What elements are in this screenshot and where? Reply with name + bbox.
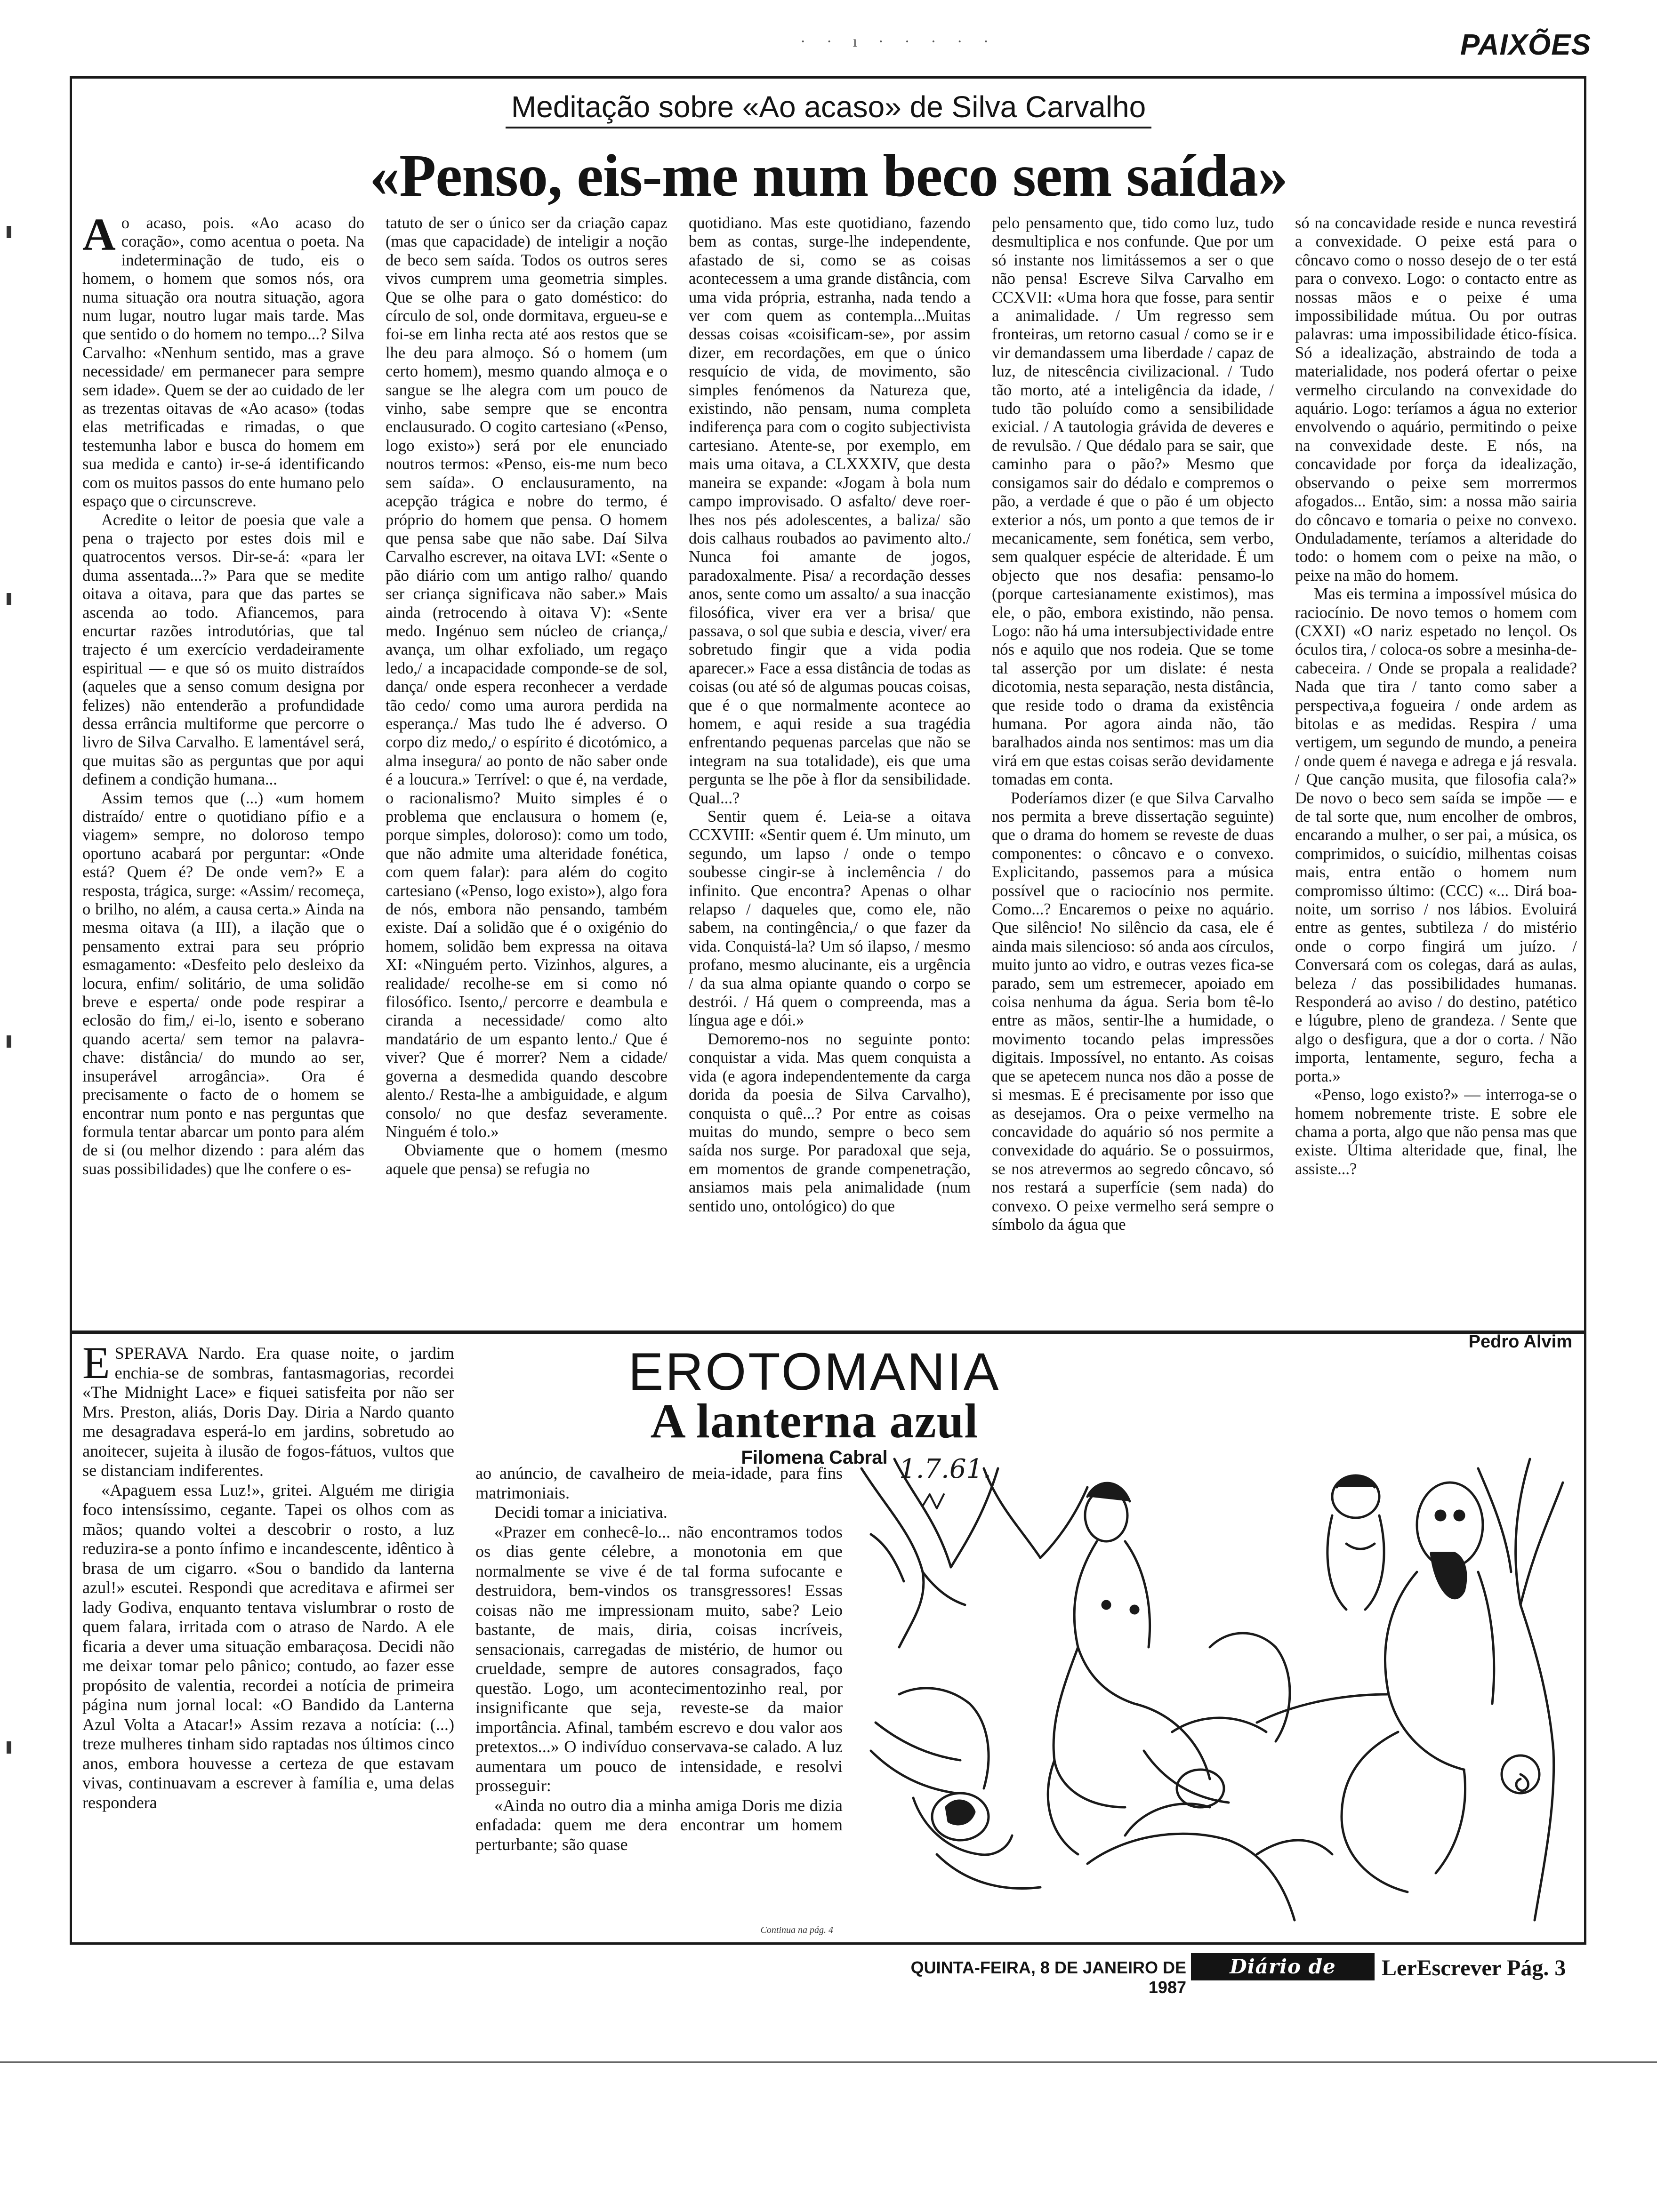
paragraph: Mas eis termina a impossível música do raciocínio. De novo temos o homem com (CXXI) «O nariz espetado no lençol. Os óculos tira, / coloca-os sobre a mesinha-de-cabeceira. / Onde se propala a realidade? Nada que tira / tanto como saber a perspectiva,a fogueira / onde ardem as bitolas e as medidas. Respira / uma vertigem, um segundo de mundo, a peneira / onde quem é navega e adrega e já resvala. / Que canção musita, que filosofia cala?» De novo o beco sem saída se impõe — e de tal sorte que, num encolher de ombros, encarando a mulher, o ser pai, a música, os comprimidos, o suicídio, milhentas coisas mais, entra então o homem num compromisso último: (CCC) «... Dirá boa-noite, um sorriso / nos lábios. Evoluirá entre as gentes, subtileza / do mistério onde o corpo fingirá um juízo. / Conversará com os colegas, dará as aulas, beleza / das possibilidades humanas. Responderá ao aviso / do destino, patético e lúgubre, pleno de grandeza. / Sente que algo o desfigura, que a dor o corta. / Não importa, lentamente, seguro, fecha a porta.» (1295, 585, 1577, 1085)
erotomania-subtitle: A lanterna azul (650, 1394, 979, 1448)
paragraph: «Ainda no outro dia a minha amiga Doris me dizia enfadada: quem me dera encontrar um homem perturbante; são quase (475, 1795, 843, 1854)
footer-date: QUINTA-FEIRA, 8 DE JANEIRO DE 1987 (910, 1958, 1186, 1997)
article-body (82, 214, 1577, 1306)
header-marks: · · ı · · · · · (800, 33, 997, 50)
paragraph: «Apaguem essa Luz!», gritei. Alguém me dirigia foco intensíssimo, cegante. Tapei os olhos com as mãos; quando voltei a descobrir o rosto, a luz reduzira-se a ponto ínfimo e incandescente, idêntico à brasa de um cigarro. «Sou o bandido da lanterna azul!» escutei. Respondi que acreditava e afirmei ser lady Godiva, enquanto tentava vislumbrar o rosto de quem falara, irritada com o atraso de Nardo. A ele ficaria a dever uma situação embaraçosa. Decidi não me deixar tomar pelo pânico; contudo, ao fazer esse propósito de valentia, recordei a notícia de primeira página num jornal local: «O Bandido da Lanterna Azul Volta a Atacar!» Assim rezava a notícia: (...) treze mulheres tinham sido raptadas nos últimos cinco anos, embora houvesse a certeza de que estavam vivas, continuavam a escrever à família e, uma delas respondera (82, 1480, 454, 1812)
erotomania-author: Filomena Cabral (741, 1447, 888, 1468)
paragraph: Acredite o leitor de poesia que vale a pena o trajecto por estes dois mil e quatrocentos versos. Dir-se-á: «para ler duma assentada...?» Para que se medite oitava a oitava, para que das partes se ascenda ao todo. Afiancemos, para encurtar razões introdutórias, que tal trajecto é um exercício verdadeiramente espiritual — e que só os muito distraídos (aqueles que a senso comum designa por felizes) não entenderão a profundidade dessa errância multiforme que percorre o livro de Silva Carvalho. E lamentável será, que muitas são as perguntas que por aqui definem a condição humana... (82, 511, 364, 789)
line-drawing-illustration (843, 1450, 1577, 1944)
paragraph: o acaso, pois. «Ao acaso do coração», como acentua o poeta. Na indeterminação de tudo, eis o homem, o homem que somos nós, ora numa situação ora noutra situação, agora num lugar, noutro lugar mais tarde. Mas que sentido o do homem no tempo...? Silva Carvalho: «Nenhum sentido, mas a grave necessidade/ em permanecer para sempre sem idade». Quem se der ao cuidado de ler as trezentas oitavas de «Ao acaso» (todas elas metrificadas e rimadas, o que testemunha labor e busca do homem em sua medida e canto) ir-se-á identificando com os muitos passos do ente humano pelo espaço que o circunscreve. (82, 214, 364, 511)
paragraph: Obviamente que o homem (mesmo aquele que pensa) se refugia no (386, 1141, 668, 1178)
paragraph: Poderíamos dizer (e que Silva Carvalho nos permita a breve dissertação seguinte) que o drama do homem se reveste de duas componentes: o côncavo e o convexo. Explicitando, passemos para a música possível que o raciocínio nos permite. Como...? Encaremos o peixe no aquário. Que silêncio! No silêncio da casa, ele é ainda mais silencioso: só anda aos círculos, muito junto ao vidro, e outras vezes fica-se parado, sem um estremecer, apoiado em coisa nenhuma da água. Seria bom tê-lo entre as mãos, sentir-lhe a humidade, o movimento tocando pelas impressões digitais. Impossível, no entanto. As coisas que se apetecem nunca nos dão a posse de si mesmas. E é precisamente por isso que as desejamos. Ora o peixe vermelho na concavidade do aquário só nos permite a convexidade do aquário. Se o possuirmos, se nos atrevermos ao segredo côncavo, só nos restará a superfície (sem nada) do convexo. O peixe vermelho será sempre o símbolo da água que (992, 789, 1274, 1234)
paragraph: Decidi tomar a iniciativa. (494, 1503, 668, 1522)
paragraph: ao anúncio, de cavalheiro de meia-idade, para fins matrimoniais. (475, 1464, 843, 1502)
paragraph: «Prazer em conhecê-lo... não encontramos todos os dias gente célebre, a monotonia em que normalmente se vive é de tal forma sufocante e destruidora, bem-vindos os transgressores! Essas coisas não me impressionam muito, sabe? Leio bastante, de mais, diria, coisas incríveis, sensacionais, carregadas de mistério, de humor ou crueldade, sempre de autores consagrados, faço questão. Logo, um acontecimentozinho real, por insignificante que seja, reveste-se da maior importância. Afinal, também escrevo e dou valor aos pretextos...» O indivíduo conservava-se calado. A luz aumentara um pouco de intensidade, e resolvi prosseguir: (475, 1522, 843, 1795)
paragraph: só na concavidade reside e nunca revestirá a convexidade. O peixe está para o côncavo como o nosso desejo de o ter está para o convexo. Logo: o contacto entre as nossas mãos e o peixe é uma impossibilidade mútua. Ou por outras palavras: uma impossibilidade ético-física. Só a idealização, abstraindo de toda a materialidade, nos poderá ofertar o peixe vermelho circulando na convexidade do aquário. Logo: teríamos a água no exterior envolvendo o aquário, permitindo o peixe na convexidade deste. E nós, na concavidade por força da idealização, observando o peixe sem morrermos afogados... Então, sim: a nossa mão sairia do côncavo e tomaria o peixe no convexo. Onduladamente, teríamos a alteridade do todo: o homem com o peixe na mão, o peixe na mão do homem. (1295, 214, 1577, 585)
newspaper-masthead: Diário de Lisboa (1191, 1953, 1375, 1980)
paragraph: Assim temos que (...) «um homem distraído/ entre o quotidiano pífio e a viagem» sempre, no doloroso tempo oportuno acabará por perguntar: «Onde está? Quem é? De onde vem?» E a resposta, trágica, surge: «Assim/ recomeça, o brilho, no além, a causa certa.» Ainda na mesma oitava (a III), a ilação que o pensamento extrai para seu próprio esmagamento: «Desfeito pelo desleixo da locura, enfim/ solitário, de uma solidão breve e esperta/ onde pode respirar a eclosão do fim,/ ei-lo, isento e soberano quando acerta/ sem temor na palavra-chave: distância/ do mundo ao ser, insuperável arrogância». Ora é precisamente o facto de o homem se encontrar num ponto e nas perguntas que formula tentar abarcar um ponto para além de si (ou melhor dizendo : para além das suas possibilidades) que lhe confere o es- (82, 789, 364, 1178)
article-kicker: Meditação sobre «Ao acaso» de Silva Carvalho (80, 89, 1577, 124)
article-column-5 (1295, 214, 1577, 1306)
margin-mark (7, 593, 11, 605)
article-author: Pedro Alvim (1468, 1332, 1572, 1352)
margin-mark (7, 226, 11, 238)
margin-mark (7, 1035, 11, 1048)
article-column-4 (992, 214, 1274, 1306)
drop-cap: A (82, 214, 116, 260)
erotomania-title: EROTOMANIA (628, 1342, 1001, 1401)
paragraph: quotidiano. Mas este quotidiano, fazendo bem as contas, surge-lhe independente, afastado de si, como se as coisas acontecessem a uma grande distância, com uma vida própria, estranha, nada tendo a ver com quem as contempla...Muitas dessas coisas «coisificam-se», por assim dizer, em recordações, em que o único resquício de vida, de movimento, são simples fenómenos da Natureza que, existindo, não pensam, numa completa indiferença para com o cogito subjectivista cartesiano. Atente-se, por exemplo, em mais uma oitava, a CLXXXIV, que desta maneira se expande: «Jogam à bola num campo improvisado. O asfalto/ deve roer-lhes nos pés adolescentes, a baliza/ são dois calhaus roubados ao pavimento alto./ Nunca foi amante de jogos, paradoxalmente. Pisa/ a recordação desses anos, sente como um assalto/ a sua inacção filosófica, viver era ver a brisa/ que passava, o sol que subia e descia, viver/ era sobretudo fingir que a vida podia aparecer.» Face a essa distância de todas as coisas (ou até só de algumas poucas coisas, que é o que normalmente acontece ao homem, e aqui reside a sua tragédia enfrentando pequenas parcelas que não se integram na sua totalidade), eis que uma pergunta se lhe põe à flor da sensibilidade. Qual...? (689, 214, 971, 807)
paragraph: Demoremo-nos no seguinte ponto: conquistar a vida. Mas quem conquista a vida (e agora independentemente da carga dorida da poesia de Silva Carvalho), conquista o quê...? Por entre as coisas muitas do mundo, sempre o beco sem saída nos surge. Por paradoxal que seja, em momentos de grande compenetração, ansiamos mais pela animalidade (num sentido uno, ontológico) do que (689, 1030, 971, 1215)
margin-mark (7, 1741, 11, 1754)
article-column-1 (82, 214, 364, 1306)
paragraph: Sentir quem é. Leia-se a oitava CCXVIII: «Sentir quem é. Um minuto, um segundo, um lapso / onde o tempo soubesse cingir-se à inclemência / do infinito. Que encontra? Apenas o olhar relapso / daqueles que, como ele, não sabem, na contingência,/ o que fazer da vida. Conquistá-la? Um só ilapso, / mesmo profano, mesmo alucinante, eis a urgência / da sua alma opiante quando o corpo se destrói. / Há quem o compreenda, mas a língua age e dói.» (689, 808, 971, 1030)
erotomania-column-1 (82, 1344, 454, 1937)
drop-cap: E (82, 1344, 110, 1388)
article-headline: «Penso, eis-me num beco sem saída» (370, 142, 1287, 209)
paragraph: «Penso, logo existo?» — interroga-se o homem nobremente triste. E sobre ele chama a porta, algo que não pensa mas que existe. Última alteridade que, final, lhe assiste...? (1295, 1086, 1577, 1178)
footer-supplement: LerEscrever Pág. 3 (1382, 1956, 1566, 1980)
erotomania-column-2 (475, 1464, 843, 1937)
section-label: PAIXÕES (1460, 29, 1591, 61)
drawing-date: 1.7.61. (899, 1454, 991, 1484)
article-column-3 (689, 214, 971, 1306)
paragraph: tatuto de ser o único ser da criação capaz (mas que capacidade) de inteligir a noção de beco sem saída. Todos os outros seres vivos cumprem uma geometria simples. Que se olhe para o gato doméstico: do círculo de sol, onde dormitava, ergueu-se e foi-se em linha recta até aos restos que se lhe deu para almoço. Só o homem (um certo homem), mesmo quando almoça e o sangue se lhe alegra com um pouco de vinho, sabe sempre que se encontra enclausurado. O cogito cartesiano («Penso, logo existo») será por ele enunciado noutros termos: «Penso, eis-me num beco sem saída». O enclausuramento, na acepção trágica e nobre do termo, é próprio do homem que pensa. O homem que pensa sabe que não sabe. Daí Silva Carvalho escrever, na oitava LVI: «Sente o pão diário com um antigo ralho/ quando ser criança significava não saber.» Mais ainda (retrocendo à oitava V): «Sente medo. Ingénuo sem núcleo de criança,/ avança, um olhar exfoliado, um regaço ledo,/ a incapacidade componde-se de sol, dança/ onde espera reconhecer a verdade tão cedo/ como uma aurora perdida na esperança./ Mas tudo lhe é adverso. O corpo diz medo,/ o espírito é dicotómico, a alma insegura/ ao ponto de não saber onde é a loucura.» Terrível: o que é, na verdade, o racionalismo? Muito simples é o problema que enclausura o homem (e, porque simples, doloroso): como um todo, que não admite uma alteridade fonética, com quem falar): para além do cogito cartesiano («Penso, logo existo»), algo fora de nós, embora não pensando, também existe. Daí a solidão que é o oxigénio do homem, solidão bem expressa na oitava XI: «Ninguém perto. Vizinhos, algures, a realidade/ recolhe-se em si como nó filosófico. Isento,/ percorre e deambula e ciranda a necessidade/ como alto mandatário de um espanto lento./ Que é viver? Que é morrer? Nem a cidade/ governa a desmedida quando descobre alento./ Resta-lhe a ambiguidade, e algum consolo/ no que desfaz severamente. Ninguém é tolo.» (386, 214, 668, 1141)
continued-note: Continua na pág. 4 (760, 1925, 833, 1935)
paragraph: SPERAVA Nardo. Era quase noite, o jardim enchia-se de sombras, fantasmagorias, recordei «The Midnight Lace» e fiquei satisfeita por não ser Mrs. Preston, aliás, Doris Day. Diria a Nardo quanto me desagradava esperá-lo em jardins, sobretudo ao anoitecer, sujeita à ilusão de fogos-fátuos, vultos que se distanciam indiferentes. (82, 1344, 454, 1480)
article-column-2 (386, 214, 668, 1306)
paragraph: pelo pensamento que, tido como luz, tudo desmultiplica e nos confunde. Que por um só instante nos limitássemos a ser o que não pensa! Escreve Silva Carvalho em CCXVII: «Uma hora que fosse, para sentir a animalidade. / Um regresso sem fronteiras, um retorno casual / como se ir e vir demandassem uma liberdade / capaz de luz, de nitescência civilizacional. / Tudo tão morto, até a inteligência da idade, / tudo tão poluído como a sensibilidade exicial. / A tautologia grávida de deveres e de revulsão. / Que dédalo para se sair, que caminho para o pão?» Mesmo que consigamos sair do dédalo e compremos o pão, a verdade é que o pão é um objecto exterior a nós, um ponto a que temos de ir mecanicamente, sem fonética, sem verbo, sem qualquer espécie de alteridade. É um objecto que nos desafia: pensamo-lo (porque cartesianamente existimos), mas ele, o pão, embora existindo, não pensa. Logo: não há uma intersubjectividade entre nós e aquilo que nos rodeia. Que se tome tal asserção por um dislate: é nesta dicotomia, nesta separação, nesta distância, que reside todo o drama da existência humana. Por agora ainda não, tão baralhados ainda nos sentimos: mas um dia virá em que estas coisas serão devidamente tomadas em conta. (992, 214, 1274, 789)
page-edge-rule (0, 2061, 1657, 2063)
